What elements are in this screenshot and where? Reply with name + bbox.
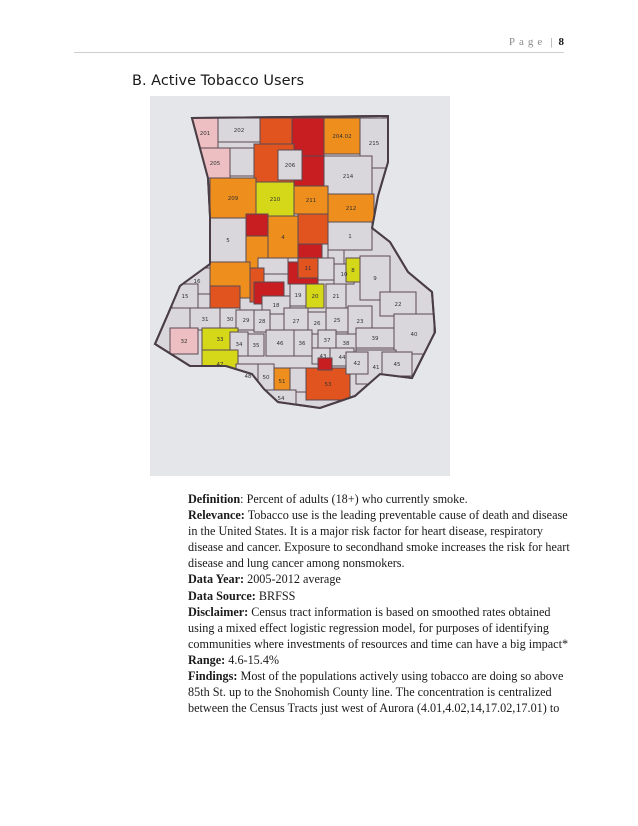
range-line (188, 652, 573, 668)
tract-label: 29 (242, 318, 250, 324)
tract-label: 19 (294, 293, 302, 299)
tract-label: 23 (356, 319, 364, 325)
disclaimer-line (188, 604, 573, 652)
tract-label: 25 (333, 318, 341, 324)
findings-label: Findings: (188, 669, 238, 684)
page-word: Page (508, 36, 547, 48)
tract-label: 45 (393, 362, 401, 368)
tract-label: 39 (371, 336, 379, 342)
tract-label: 50 (262, 375, 270, 381)
tract-label: 10 (340, 272, 348, 278)
tract-label: 42 (353, 361, 361, 367)
tract-label: 38 (342, 341, 350, 347)
findings-line (188, 668, 573, 716)
census-tract (318, 258, 334, 280)
definition-line: Definition: Percent of adults (18+) who currently smoke. (188, 492, 468, 506)
findings-text: Most of the populations actively using tobacco are doing so above 85th St. up to the Snohomish County line. The concentration is centralized between the Census Tracts just west of Aurora (4.01,4.02,14,17.02,17.01) to (188, 669, 564, 716)
tract-label: 32 (180, 339, 188, 345)
tract-label: 54 (277, 396, 285, 402)
tract-label: 4 (281, 235, 285, 241)
tract-label: 43 (319, 354, 327, 360)
disclaimer-label: Disclaimer: (188, 604, 249, 619)
tract-label: 5 (226, 238, 230, 244)
tract-label: 53 (324, 382, 332, 388)
tract-label: 202 (233, 128, 245, 134)
tract-label: 204.02 (332, 134, 352, 140)
tract-label: 36 (298, 341, 306, 347)
tract-label: 9 (373, 276, 377, 282)
census-tract (246, 214, 268, 236)
tract-label: 47 (216, 362, 224, 368)
data-source-label: Data Source: (188, 588, 256, 603)
tobacco-map-photo (150, 96, 450, 476)
tract-label: 21 (332, 294, 340, 300)
tract-label: 27 (292, 319, 300, 325)
range-label: Range: (188, 652, 226, 667)
tract-label: 18 (272, 303, 280, 309)
tract-label: 48 (244, 374, 252, 380)
data-year-line (188, 571, 573, 587)
tract-label: 11 (304, 266, 312, 272)
tract-label: 20 (311, 294, 319, 300)
tract-label: 33 (216, 337, 224, 343)
tract-label: 210 (269, 197, 281, 203)
tract-label: 28 (258, 319, 266, 325)
census-tract (290, 368, 308, 392)
tract-label: 1 (348, 234, 352, 240)
definition-label: Definition (188, 492, 241, 506)
tract-label: 40 (410, 332, 418, 338)
tract-label: 214 (342, 174, 354, 180)
data-year-label: Data Year: (188, 572, 245, 587)
definition-text: Percent of adults (18+) who currently smoke. (246, 492, 468, 506)
tract-label: 44 (338, 355, 346, 361)
page-header (74, 36, 564, 53)
tract-label: 31 (201, 317, 209, 323)
range-text: 4.6-15.4% (228, 652, 280, 667)
census-tract-map (150, 96, 450, 476)
tract-label: 201 (199, 131, 211, 137)
tract-label: 46 (276, 341, 284, 347)
relevance-line (188, 507, 573, 571)
tract-label: 22 (394, 302, 402, 308)
indicator-description (188, 491, 573, 716)
page-separator: | (550, 36, 555, 48)
tract-label: 205 (209, 161, 221, 167)
tract-label: 26 (313, 321, 321, 327)
tract-label: 206 (284, 163, 296, 169)
section-title: B. Active Tobacco Users (132, 73, 305, 89)
tract-label: 30 (226, 317, 234, 323)
census-tract (298, 244, 322, 258)
tract-label: 41 (372, 365, 380, 371)
tract-label: 211 (305, 198, 317, 204)
relevance-text: Tobacco use is the leading preventable cause of death and disease in the United States. It is a major risk factor for heart disease, respiratory disease and cancer. Exposure to secondhand smoke increases the risk for heart disease and lung cancer among nonsmokers. (188, 508, 570, 571)
tract-label: 35 (252, 343, 260, 349)
tract-label: 37 (323, 338, 331, 344)
relevance-label: Relevance: (188, 508, 245, 523)
tract-label: 209 (227, 196, 239, 202)
tract-label: 212 (345, 206, 357, 212)
page-number: 8 (558, 36, 564, 48)
tract-label: 16 (193, 279, 201, 285)
tract-label: 51 (278, 379, 286, 385)
tract-label: 34 (235, 342, 243, 348)
census-tract (298, 214, 328, 244)
tract-label: 8 (351, 268, 355, 274)
data-year-text: 2005-2012 average (247, 572, 341, 587)
tract-label: 15 (181, 294, 189, 300)
data-source-line (188, 588, 573, 604)
disclaimer-text: Census tract information is based on smoothed rates obtained using a mixed effect logistic regression model, for purposes of identifying communities where investments of resources and time can have a big impact* (188, 604, 569, 651)
tract-label: 215 (368, 141, 380, 147)
data-source-text: BRFSS (258, 588, 296, 603)
census-tract (210, 286, 240, 310)
